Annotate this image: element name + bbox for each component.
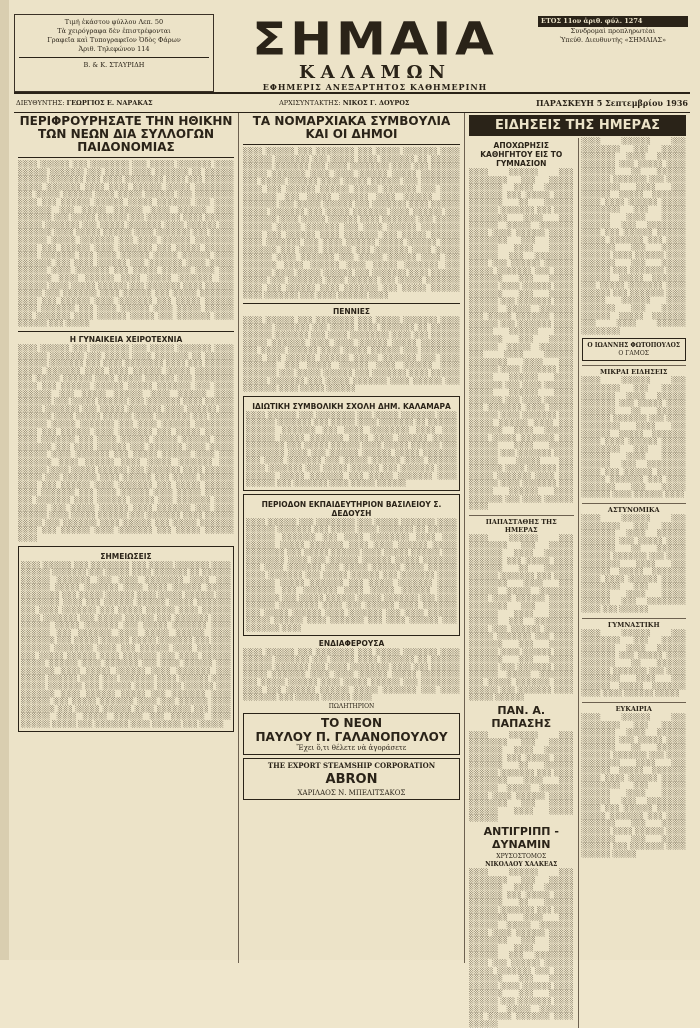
editor-name: ΝΙΚΟΣ Γ. ΔΟΥΡΟΣ [342, 99, 410, 107]
notes-box [18, 546, 234, 732]
police-head: ΑΣΤΥΝΟΜΙΚΑ [582, 503, 687, 514]
newspaper-subtitle: ΚΑΛΑΜΩΝ [299, 62, 451, 83]
col1-section-head: Η ΓΥΝΑΙΚΕΙΑ ΧΕΙΡΟΤΕΧΝΙΑ [69, 335, 183, 345]
masthead-center [214, 14, 536, 92]
columns [14, 113, 690, 1028]
news-intro-body: ░░░░ ░░░░░░ ░░░ ░░░░░░░░ ░░░ ░░░░░ ░░░░░░░ ░░░░ ░░░░░░ ░░░░░░░ ░░░ ░░░░░ ░░░░ ░░░░░░░ ░░ ░░░░░░ ░░░░░░ ░░░░░░░ ░░░ ░░░░ ░░░░░░░░ ░░░░ ░░░ ░░░░░░ ░░░░░ ░░░░░░░ ░░░░ ░░░░ ░░░░░░ ░░░░░ ░░░░░░░░ ░░░ ░░░░░ ░░░░░░ ░░░░ ░░░░░ ░░░░░░ ░░░ ░░░░░░░░ ░░░░ ░░░ ░░░░░░ ░░░░░░ ░░░░░ ░░░░░░░ ░░░ ░░░░ ░░░░░░░ ░░░ ░░░░░ ░░░░░░ ░░░░ ░░░░░░ ░░░░ ░░░░░░░ ░░░ ░░░░░ ░░░░░░ ░░░ ░░░░░░░ ░░░░ ░░░░░░ ░░░░░ ░░░░░░░ ░░░ ░░░░░ ░░░░░░░ ░░░░ ░░░░░░ ░░░ ░░░░░░░ ░░░░ ░░░░░ ░░░░░░ ░░░░ ░░░░░░░ ░░░ ░░░░░ ░░░░░░ ░░░░░ ░░░░░░░ ░░░ ░░░░ ░░░░░░ ░░░░░░░░ [581, 138, 686, 335]
agent-name: ΧΑΡΙΛΑΟΣ Ν. ΜΠΕΛΙΤΣΑΚΟΣ [297, 788, 406, 797]
short-news-head: ΜΙΚΡΑΙ ΕΙΔΗΣΕΙΣ [582, 365, 687, 376]
latest-head: ΠΑΠΑΣΤΑΘΗΣ ΤΗΣ ΗΜΕΡΑΣ [469, 515, 574, 534]
masthead-right-box [536, 14, 690, 92]
school-box [243, 396, 460, 491]
gym-body: ░░░░ ░░░░░░ ░░░ ░░░░░░░░ ░░░ ░░░░░ ░░░░░░░ ░░░░ ░░░░░░ ░░░░░░░ ░░░ ░░░░░ ░░░░ ░░░░░░░ ░░ ░░░░░░ ░░░░░░ ░░░░░░░ ░░░ ░░░░ ░░░░░░░░ ░░░░ ░░░ ░░░░░░ ░░░░░ ░░░░░░░ ░░░░ ░░░░ ░░░░░░ ░░░░░ ░░░░░░░░ ░░░ ░░░░░ ░░░░░░ ░░░░ ░░░░░ ░░░░░░ ░░░ ░░░░░░░░ ░░░░ ░░░ ░░░░░░ ░░░░░░ ░░░░░ ░░░░░░░ ░░░ ░░░░ ░░░░░░░ ░░░ ░░░░░ ░░░░░░ ░░░░ ░░░░░░ ░░░░ ░░░░░░░ ░░░ ░░░░░ ░░░░░░ ░░░ ░░░░░░░ ░░░░ ░░░░░░ ░░░░░ ░░░░░░░ ░░░ ░░░░░ ░░░░░░░ ░░░░ ░░░░░░ ░░░ ░░░░░░░ ░░░░ ░░░░░ ░░░░░░ ░░░░ ░░░░░░░ ░░░ ░░░░░ ░░░░░░ ░░░░░ ░░░░░░░ ░░░ ░░░░ ░░░░░░ ░░░░░░░░ ░░░░ ░░░ ░░░░░░ ░░░░ ░░░░░░░ ░░░ ░░░░░ ░░░░░░ ░░░░ ░░░░░░░ ░░░ ░░░░ ░░░░░░ ░░░░░ ░░░░░░ ░░░░ ░░░░░░░ ░░░ ░░░░ ░░░░░░ ░░░ ░░░░░░░ ░░░░ ░░░░░ ░░░░░░ ░░░░ ░░░░░░░ ░░░ ░░░░░ ░░░░░░ ░░░░ ░░░ ░░░░░░░ ░░░░ ░░░░░░ ░░░░ ░░░░░ ░░░░░░░ ░░░ ░░░░░░ ░░░░ ░░░░░ ░░░░░░ ░░░ ░░░░░░░ ░░░░ ░░░░░░ ░░░░░ ░░░ ░░░░░░░ ░░░░ ░░░░░░ ░░░ ░░░░░ ░░░░░░░ ░░░░ ░░░ ░░░░░░ ░░░░ ░░░░░░░ ░░░ ░░░░░ ░░░░░░ ░░░░ ░░░░░░░ ░░░ ░░░░ ░░░░░░ ░░░░ [469, 169, 574, 511]
col2-headline: ΤΑ ΝΟΜΑΡΧΙΑΚΑ ΣΥΜΒΟΥΛΙΑ ΚΑΙ ΟΙ ΔΗΜΟΙ [252, 114, 451, 141]
doctor-name: ΝΙΚΟΛΑΟΥ ΧΑΛΚΕΑΣ [485, 860, 558, 868]
shop-slogan: Ἔχει ὅ,τι θέλετε νὰ ἀγοράσετε [296, 743, 407, 752]
notice-line: Τὰ χειρόγραφα δὲν ἐπιστρέφονται [57, 27, 171, 35]
director-name: ΓΕΩΡΓΙΟΣ Ε. ΝΑΡΑΚΑΣ [66, 99, 153, 107]
shop-advert [243, 713, 460, 755]
responsible-line: Ὑπεύθ. Διευθυντὴς «ΣΗΜΑΙΑΣ» [559, 36, 667, 44]
info-bar [14, 94, 690, 113]
girls-school-head: ΠΕΡΙΟΔΟΝ ΕΚΠΑΙΔΕΥΤΗΡΙΟΝ ΒΑΣΙΛΕΙΟΥ Σ. ΔΕΔΟΥΣΗ [261, 499, 442, 518]
pennies-head: ΠΕΝΝΙΕΣ [333, 306, 370, 316]
opportunity-head: ΕΥΚΑΙΡΙΑ [582, 702, 687, 713]
col1-headline: ΠΕΡΙΦΡΟΥΡΗΣΑΤΕ ΤΗΝ ΗΘΙΚΗΝ ΤΩΝ ΝΕΩΝ ΔΙΑ ΣΥΛΛΟΓΩΝ ΠΑΙΔΟΝΟΜΙΑΣ [19, 114, 233, 154]
chrysos-name: ΧΡΥΣΟΣΤΟΜΟΣ [496, 852, 547, 860]
news-subcolumn-left [469, 138, 574, 1028]
school-body: ░░░░ ░░░░░░ ░░░ ░░░░░░░░ ░░░ ░░░░░ ░░░░░░░ ░░░░ ░░░░░░ ░░░░░░░ ░░░ ░░░░░ ░░░░ ░░░░░░░ ░░ ░░░░░░ ░░░░░░ ░░░░░░░ ░░░ ░░░░ ░░░░░░░░ ░░░░ ░░░ ░░░░░░ ░░░░░ ░░░░░░░ ░░░░ ░░░░ ░░░░░░ ░░░░░ ░░░░░░░░ ░░░ ░░░░░ ░░░░░░ ░░░░ ░░░░░ ░░░░░░ ░░░ ░░░░░░░░ ░░░░ ░░░ ░░░░░░ ░░░░░░ ░░░░░ ░░░░░░░ ░░░ ░░░░ ░░░░░░░ ░░░ ░░░░░ ░░░░░░ ░░░░ ░░░░░░ ░░░░ ░░░░░░░ ░░░ ░░░░░ ░░░░░░ ░░░ ░░░░░░░ ░░░░ ░░░░░░ ░░░░░ ░░░░░░░ ░░░ ░░░░░ ░░░░░░░ ░░░░ ░░░░░░ ░░░ ░░░░░░░ ░░░░ ░░░░░ ░░░░░░ [246, 411, 457, 488]
wedding-box [582, 338, 687, 361]
col2-article-body: ░░░░ ░░░░░░ ░░░ ░░░░░░░░ ░░░ ░░░░░ ░░░░░░░ ░░░░ ░░░░░░ ░░░░░░░ ░░░ ░░░░░ ░░░░ ░░░░░░░ ░░ ░░░░░░ ░░░░░░ ░░░░░░░ ░░░ ░░░░ ░░░░░░░░ ░░░░ ░░░ ░░░░░░ ░░░░░ ░░░░░░░ ░░░░ ░░░░ ░░░░░░ ░░░░░ ░░░░░░░░ ░░░ ░░░░░ ░░░░░░ ░░░░ ░░░░░ ░░░░░░ ░░░ ░░░░░░░░ ░░░░ ░░░ ░░░░░░ ░░░░░░ ░░░░░ ░░░░░░░ ░░░ ░░░░ ░░░░░░░ ░░░ ░░░░░ ░░░░░░ ░░░░ ░░░░░░ ░░░░ ░░░░░░░ ░░░ ░░░░░ ░░░░░░ ░░░ ░░░░░░░ ░░░░ ░░░░░░ ░░░░░ ░░░░░░░ ░░░ ░░░░░ ░░░░░░░ ░░░░ ░░░░░░ ░░░ ░░░░░░░ ░░░░ ░░░░░ ░░░░░░ ░░░░ ░░░░░░░ ░░░ ░░░░░ ░░░░░░ ░░░░░ ░░░░░░░ ░░░ ░░░░ ░░░░░░ ░░░░░░░░ ░░░░ ░░░ ░░░░░░ ░░░░ ░░░░░░░ ░░░ ░░░░░ ░░░░░░ ░░░░ ░░░░░░░ ░░░ ░░░░ ░░░░░░ ░░░░░ ░░░░░░ ░░░░ ░░░░░░░ ░░░ ░░░░ ░░░░░░ ░░░ ░░░░░░░ ░░░░ ░░░░░ ░░░░░░ ░░░░ ░░░░░░░ ░░░ ░░░░░ ░░░░░░ ░░░░ ░░░ ░░░░░░░ ░░░░ ░░░░░░ ░░░░ ░░░░░ ░░░░░░░ ░░░ ░░░░░░ ░░░░ ░░░░░ ░░░░░░ ░░░ ░░░░░░░ ░░░░ ░░░░░░ ░░░░░ ░░░ ░░░░░░░ ░░░░ ░░░░░░ ░░░ ░░░░░ ░░░░░░░ ░░░░ ░░░ ░░░░░░ ░░░░ ░░░░░░░ ░░░ ░░░░░ ░░░░░░ ░░░░ ░░░░░░░ ░░░ ░░░░ ░░░░░░ ░░░░ [243, 148, 460, 300]
latest-body: ░░░░ ░░░░░░ ░░░ ░░░░░░░░ ░░░ ░░░░░ ░░░░░░░ ░░░░ ░░░░░░ ░░░░░░░ ░░░ ░░░░░ ░░░░ ░░░░░░░ ░░ ░░░░░░ ░░░░░░ ░░░░░░░ ░░░ ░░░░ ░░░░░░░░ ░░░░ ░░░ ░░░░░░ ░░░░░ ░░░░░░░ ░░░░ ░░░░ ░░░░░░ ░░░░░ ░░░░░░░░ ░░░ ░░░░░ ░░░░░░ ░░░░ ░░░░░ ░░░░░░ ░░░ ░░░░░░░░ ░░░░ ░░░ ░░░░░░ ░░░░░░ ░░░░░ ░░░░░░░ ░░░ ░░░░ ░░░░░░░ ░░░ ░░░░░ ░░░░░░ ░░░░ ░░░░░░ ░░░░ ░░░░░░░ ░░░ ░░░░░ ░░░░░░ ░░░ ░░░░░░░ ░░░░ ░░░░░░ ░░░░░ ░░░░░░░ ░░░ ░░░░░ ░░░░░░░ ░░░░ ░░░░░░ ░░░ ░░░░░░░ ░░░░ ░░░░░ ░░░░░░ [469, 534, 574, 702]
steamship-advert [243, 758, 460, 800]
owner-line: Β. & Κ. ΣΤΑΥΡΙΔΗ [83, 61, 145, 69]
subscription-line: Συνδρομαὶ προπληρωτέαι [570, 27, 656, 35]
abron-ship: ABRON [325, 771, 378, 787]
office-line: Γραφεῖα καὶ Τυπογραφεῖον Ὁδὸς Φάρων [47, 36, 181, 44]
interest-head: ΕΝΔΙΑΦΕΡΟΥΣΑ [318, 638, 385, 648]
steamship-title: THE EXPORT STEAMSHIP CORPORATION [267, 760, 436, 770]
phone-line: Ἀριθ. Τηλεφώνου 114 [78, 45, 150, 53]
issue-year: ΕΤΟΣ 11ον ἀριθ. φύλ. 1274 [538, 16, 688, 27]
interest-body: ░░░░ ░░░░░░ ░░░ ░░░░░░░░ ░░░ ░░░░░ ░░░░░░░ ░░░░ ░░░░░░ ░░░░░░░ ░░░ ░░░░░ ░░░░ ░░░░░░░ ░░ ░░░░░░ ░░░░░░ ░░░░░░░ ░░░ ░░░░ ░░░░░░░░ ░░░░ ░░░ ░░░░░░ ░░░░░ ░░░░░░░ ░░░░ ░░░░ ░░░░░░ ░░░░░ ░░░░░░░░ ░░░ ░░░░░ ░░░░░░ ░░░░ ░░░░░ ░░░░░░ ░░░ ░░░░░░░░ ░░░░ ░░░ ░░░░░░ ░░░░░░ ░░░░░ ░░░░░░░ ░░░ ░░░░ ░░░░░░░ ░░░ ░░░░░ ░░░░░░ ░░░░ [243, 648, 460, 702]
column-middle [239, 113, 465, 963]
news-subcolumn-right [578, 138, 687, 1028]
column-right [465, 113, 690, 1028]
news-banner: ΕΙΔΗΣΕΙΣ ΤΗΣ ΗΜΕΡΑΣ [469, 115, 686, 136]
gym-head: ΑΠΟΧΩΡΗΣΙΣ ΚΑΘΗΓΗΤΟΥ ΕΙΣ ΤΟ ΓΥΜΝΑΣΙΟΝ [480, 141, 563, 168]
editor-label: ΑΡΧΙΣΥΝΤΑΚΤΗΣ [279, 99, 339, 107]
gymnastics-head: ΓΥΜΝΑΣΤΙΚΗ [582, 618, 687, 629]
editor-block: ΑΡΧΙΣΥΝΤΑΚΤΗΣ: ΝΙΚΟΣ Γ. ΔΟΥΡΟΣ [279, 99, 410, 107]
price-line: Τιμή ἑκάστου φύλλου Λεπ. 50 [64, 18, 164, 26]
shop-advert-title: ΤΟ ΝΕΟΝ [320, 715, 383, 730]
opportunity-body: ░░░░ ░░░░░░ ░░░ ░░░░░░░░ ░░░ ░░░░░ ░░░░░░░ ░░░░ ░░░░░░ ░░░░░░░ ░░░ ░░░░░ ░░░░ ░░░░░░░ ░░ ░░░░░░ ░░░░░░ ░░░░░░░ ░░░ ░░░░ ░░░░░░░░ ░░░░ ░░░ ░░░░░░ ░░░░░ ░░░░░░░ ░░░░ ░░░░ ░░░░░░ ░░░░░ ░░░░░░░░ ░░░ ░░░░░ ░░░░░░ ░░░░ ░░░░░ ░░░░░░ ░░░ ░░░░░░░░ ░░░░ ░░░ ░░░░░░ ░░░░░░ ░░░░░ ░░░░░░░ ░░░ ░░░░ ░░░░░░░ ░░░ ░░░░░ ░░░░░░ ░░░░ ░░░░░░ ░░░░ ░░░░░░░ ░░░ ░░░░░ ░░░░░░ ░░░ ░░░░░░░ ░░░░ ░░░░░░ ░░░░░ [581, 714, 686, 858]
doctor-body: ░░░░ ░░░░░░ ░░░ ░░░░░░░░ ░░░ ░░░░░ ░░░░░░░ ░░░░ ░░░░░░ ░░░░░░░ ░░░ ░░░░░ ░░░░ ░░░░░░░ ░░ ░░░░░░ ░░░░░░ ░░░░░░░ ░░░ ░░░░ ░░░░░░░░ ░░░░ ░░░ ░░░░░░ ░░░░░ ░░░░░░░ ░░░░ ░░░░ ░░░░░░ ░░░░░ ░░░░░░░░ ░░░ ░░░░░ ░░░░░░ ░░░░ ░░░░░ ░░░░░░ ░░░ ░░░░░░░░ ░░░░ ░░░ ░░░░░░ ░░░░░░ ░░░░░ ░░░░░░░ ░░░ ░░░░ ░░░░░░░ ░░░ ░░░░░ ░░░░░░ ░░░░ ░░░░░░ ░░░░ ░░░░░░░ ░░░ ░░░░░ ░░░░░░ ░░░ ░░░░░░░ ░░░░ ░░░░░░ ░░░░░ ░░░░░░░ ░░░ ░░░░░ ░░░░░░░ ░░░░ ░░░░░░ [469, 868, 574, 1028]
girls-school-box [243, 494, 460, 636]
masthead [14, 14, 690, 94]
notes-head: ΣΗΜΕΙΩΣΕΙΣ [100, 551, 152, 561]
short-news-body: ░░░░ ░░░░░░ ░░░ ░░░░░░░░ ░░░ ░░░░░ ░░░░░░░ ░░░░ ░░░░░░ ░░░░░░░ ░░░ ░░░░░ ░░░░ ░░░░░░░ ░░ ░░░░░░ ░░░░░░ ░░░░░░░ ░░░ ░░░░ ░░░░░░░░ ░░░░ ░░░ ░░░░░░ ░░░░░ ░░░░░░░ ░░░░ ░░░░ ░░░░░░ ░░░░░ ░░░░░░░░ ░░░ ░░░░░ ░░░░░░ ░░░░ ░░░░░ ░░░░░░ ░░░ ░░░░░░░░ ░░░░ ░░░ ░░░░░░ ░░░░░░ ░░░░░ ░░░░░░░ ░░░ ░░░░ ░░░░░░░ ░░░ ░░░░░ ░░░░░░ ░░░░ ░░░░░░ ░░░░ [581, 377, 686, 499]
antigripp-advert: ΑΝΤΙΓΡΙΠΠ - ΔΥΝΑΜΙΝ [483, 824, 559, 851]
sales-label: ΠΩΛΗΤΗΡΙΟΝ [328, 702, 375, 710]
papasis-advert: ΠΑΝ. Α. ΠΑΠΑΣΗΣ [491, 703, 552, 730]
issue-date: ΠΑΡΑΣΚΕΥΗ 5 Σεπτεμβρίου 1936 [535, 98, 688, 108]
school-head: ΙΔΙΩΤΙΚΗ ΣΥΜΒΟΛΙΚΗ ΣΧΟΛΗ ΔΗΜ. ΚΑΛΑΜΑΡΑ [252, 401, 451, 411]
police-body: ░░░░ ░░░░░░ ░░░ ░░░░░░░░ ░░░ ░░░░░ ░░░░░░░ ░░░░ ░░░░░░ ░░░░░░░ ░░░ ░░░░░ ░░░░ ░░░░░░░ ░░ ░░░░░░ ░░░░░░ ░░░░░░░ ░░░ ░░░░ ░░░░░░░░ ░░░░ ░░░ ░░░░░░ ░░░░░ ░░░░░░░ ░░░░ ░░░░ ░░░░░░ ░░░░░ ░░░░░░░░ ░░░ ░░░░░ ░░░░░░ ░░░░ ░░░░░ ░░░░░░ ░░░ ░░░░░░░░ ░░░░ ░░░ ░░░░░░ [581, 514, 686, 614]
newspaper-tagline: ΕΦΗΜΕΡΙΣ ΑΝΕΞΑΡΤΗΤΟΣ ΚΑΘΗΜΕΡΙΝΗ [262, 82, 488, 92]
col1-article-body: ░░░░ ░░░░░░ ░░░ ░░░░░░░░ ░░░ ░░░░░ ░░░░░░░ ░░░░ ░░░░░░ ░░░░░░░ ░░░ ░░░░░ ░░░░ ░░░░░░░ ░░ ░░░░░░ ░░░░░░ ░░░░░░░ ░░░ ░░░░ ░░░░░░░░ ░░░░ ░░░ ░░░░░░ ░░░░░ ░░░░░░░ ░░░░ ░░░░ ░░░░░░ ░░░░░ ░░░░░░░░ ░░░ ░░░░░ ░░░░░░ ░░░░ ░░░░░ ░░░░░░ ░░░ ░░░░░░░░ ░░░░ ░░░ ░░░░░░ ░░░░░░ ░░░░░ ░░░░░░░ ░░░ ░░░░ ░░░░░░░ ░░░ ░░░░░ ░░░░░░ ░░░░ ░░░░░░ ░░░░ ░░░░░░░ ░░░ ░░░░░ ░░░░░░ ░░░ ░░░░░░░ ░░░░ ░░░░░░ ░░░░░ ░░░░░░░ ░░░ ░░░░░ ░░░░░░░ ░░░░ ░░░░░░ ░░░ ░░░░░░░ ░░░░ ░░░░░ ░░░░░░ ░░░░ ░░░░░░░ ░░░ ░░░░░ ░░░░░░ ░░░░░ ░░░░░░░ ░░░ ░░░░ ░░░░░░ ░░░░░░░░ ░░░░ ░░░ ░░░░░░ ░░░░ ░░░░░░░ ░░░ ░░░░░ ░░░░░░ ░░░░ ░░░░░░░ ░░░ ░░░░ ░░░░░░ ░░░░░ ░░░░░░ ░░░░ ░░░░░░░ ░░░ ░░░░ ░░░░░░ ░░░ ░░░░░░░ ░░░░ ░░░░░ ░░░░░░ ░░░░ ░░░░░░░ ░░░ ░░░░░ ░░░░░░ ░░░░ ░░░ ░░░░░░░ ░░░░ ░░░░░░ ░░░░ ░░░░░ ░░░░░░░ ░░░ ░░░░░░ ░░░░ ░░░░░ ░░░░░░ ░░░ ░░░░░░░ ░░░░ ░░░░░░ ░░░░░ ░░░ ░░░░░░░ ░░░░ ░░░░░░ ░░░ ░░░░░ ░░░░░░░ ░░░░ ░░░ ░░░░░░ ░░░░ ░░░░░░░ ░░░ ░░░░░ ░░░░░░ ░░░░ ░░░░░░░ ░░░ ░░░░ ░░░░░░ ░░░░ ░░░░░ ░░░░░░ ░░░ ░░░░░░░ ░░░░ ░░░░░░ ░░░░░ ░░░ ░░░░░░░ ░░░░ ░░░░░░ ░░░ ░░░░░ [18, 161, 234, 328]
wedding-name: Ο ΙΩΑΝΝΗΣ ΦΩΤΟΠΟΥΛΟΣ [587, 342, 681, 350]
marriage-label: Ο ΓΑΜΟΣ [618, 350, 650, 358]
col1-section-body: ░░░░ ░░░░░░ ░░░ ░░░░░░░░ ░░░ ░░░░░ ░░░░░░░ ░░░░ ░░░░░░ ░░░░░░░ ░░░ ░░░░░ ░░░░ ░░░░░░░ ░░ ░░░░░░ ░░░░░░ ░░░░░░░ ░░░ ░░░░ ░░░░░░░░ ░░░░ ░░░ ░░░░░░ ░░░░░ ░░░░░░░ ░░░░ ░░░░ ░░░░░░ ░░░░░ ░░░░░░░░ ░░░ ░░░░░ ░░░░░░ ░░░░ ░░░░░ ░░░░░░ ░░░ ░░░░░░░░ ░░░░ ░░░ ░░░░░░ ░░░░░░ ░░░░░ ░░░░░░░ ░░░ ░░░░ ░░░░░░░ ░░░ ░░░░░ ░░░░░░ ░░░░ ░░░░░░ ░░░░ ░░░░░░░ ░░░ ░░░░░ ░░░░░░ ░░░ ░░░░░░░ ░░░░ ░░░░░░ ░░░░░ ░░░░░░░ ░░░ ░░░░░ ░░░░░░░ ░░░░ ░░░░░░ ░░░ ░░░░░░░ ░░░░ ░░░░░ ░░░░░░ ░░░░ ░░░░░░░ ░░░ ░░░░░ ░░░░░░ ░░░░░ ░░░░░░░ ░░░ ░░░░ ░░░░░░ ░░░░░░░░ ░░░░ ░░░ ░░░░░░ ░░░░ ░░░░░░░ ░░░ ░░░░░ ░░░░░░ ░░░░ ░░░░░░░ ░░░ ░░░░ ░░░░░░ ░░░░░ ░░░░░░ ░░░░ ░░░░░░░ ░░░ ░░░░ ░░░░░░ ░░░ ░░░░░░░ ░░░░ ░░░░░ ░░░░░░ ░░░░ ░░░░░░░ ░░░ ░░░░░ ░░░░░░ ░░░░ ░░░ ░░░░░░░ ░░░░ ░░░░░░ ░░░░ ░░░░░ ░░░░░░░ ░░░ ░░░░░░ ░░░░ ░░░░░ ░░░░░░ ░░░ ░░░░░░░ ░░░░ ░░░░░░ ░░░░░ ░░░ ░░░░░░░ ░░░░ ░░░░░░ ░░░ ░░░░░ ░░░░░░░ ░░░░ ░░░ ░░░░░░ ░░░░ ░░░░░░░ ░░░ ░░░░░ ░░░░░░ ░░░░ ░░░░░░░ ░░░ ░░░░ ░░░░░░ ░░░░ ░░░░░ ░░░░░░ ░░░ ░░░░░░░ ░░░░ ░░░░░░ ░░░░░ ░░░ ░░░░░░░ ░░░░ ░░░░░░ ░░░ ░░░░░ ░░░░░░ ░░░░ ░░░░░░░ ░░░ ░░░░ ░░░░░░ ░░░░ ░░░░░ ░░░░░░ ░░░ ░░░░░░░ ░░░░ ░░░░░░ ░░░░░ ░░░ ░░░░░░░ ░░░░ ░░░░░░ ░░░ ░░░░░ ░░░░░░░ ░░░░ ░░░ ░░░░░░ ░░░░ ░░░░░░░ ░░░ ░░░░░ ░░░░░░ ░░░░ [18, 345, 234, 542]
masthead-left-box [14, 14, 214, 92]
notes-body: ░░░░ ░░░░░░ ░░░ ░░░░░░░░ ░░░ ░░░░░ ░░░░░░░ ░░░░ ░░░░░░ ░░░░░░░ ░░░ ░░░░░ ░░░░ ░░░░░░░ ░░ ░░░░░░ ░░░░░░ ░░░░░░░ ░░░ ░░░░ ░░░░░░░░ ░░░░ ░░░ ░░░░░░ ░░░░░ ░░░░░░░ ░░░░ ░░░░ ░░░░░░ ░░░░░ ░░░░░░░░ ░░░ ░░░░░ ░░░░░░ ░░░░ ░░░░░ ░░░░░░ ░░░ ░░░░░░░░ ░░░░ ░░░ ░░░░░░ ░░░░░░ ░░░░░ ░░░░░░░ ░░░ ░░░░ ░░░░░░░ ░░░ ░░░░░ ░░░░░░ ░░░░ ░░░░░░ ░░░░ ░░░░░░░ ░░░ ░░░░░ ░░░░░░ ░░░ ░░░░░░░ ░░░░ ░░░░░░ ░░░░░ ░░░░░░░ ░░░ ░░░░░ ░░░░░░░ ░░░░ ░░░░░░ ░░░ ░░░░░░░ ░░░░ ░░░░░ ░░░░░░ ░░░░ ░░░░░░░ ░░░ ░░░░░ ░░░░░░ ░░░░░ ░░░░░░░ ░░░ ░░░░ ░░░░░░ ░░░░░░░░ ░░░░ ░░░ ░░░░░░ ░░░░ ░░░░░░░ ░░░ ░░░░░ ░░░░░░ ░░░░ ░░░░░░░ ░░░ ░░░░ ░░░░░░ ░░░░░ ░░░░░░ ░░░░ ░░░░░░░ ░░░ ░░░░ ░░░░░░ ░░░ ░░░░░░░ ░░░░ ░░░░░ ░░░░░░ ░░░░ ░░░░░░░ ░░░ ░░░░░ ░░░░░░ ░░░░ ░░░ ░░░░░░░ ░░░░ ░░░░░░ ░░░░ ░░░░░ ░░░░░░░ ░░░ ░░░░░░ ░░░░ ░░░░░ ░░░░░░ ░░░ ░░░░░░░ ░░░░ ░░░░░░ ░░░░░ ░░░ ░░░░░░░ ░░░░ ░░░░░░ ░░░ ░░░░░ ░░░░░░░ ░░░░ ░░░ ░░░░░░ ░░░░ ░░░░░░░ ░░░ ░░░░░ ░░░░░░ ░░░░ ░░░░░░░ ░░░ ░░░░ ░░░░░░ ░░░░ ░░░░░ ░░░░░░ ░░░ ░░░░░░░ ░░░░ ░░░░░░ ░░░░░ ░░░ ░░░░░░░ ░░░░ ░░░░░░ ░░░ ░░░░░ [21, 561, 231, 728]
director-block: ΔΙΕΥΘΥΝΤΗΣ: ΓΕΩΡΓΙΟΣ Ε. ΝΑΡΑΚΑΣ [16, 99, 153, 107]
column-left [14, 113, 239, 963]
shop-owner: ΠΑΥΛΟΥ Π. ΓΑΛΑΝΟΠΟΥΛΟΥ [255, 729, 448, 744]
pennies-body: ░░░░ ░░░░░░ ░░░ ░░░░░░░░ ░░░ ░░░░░ ░░░░░░░ ░░░░ ░░░░░░ ░░░░░░░ ░░░ ░░░░░ ░░░░ ░░░░░░░ ░░ ░░░░░░ ░░░░░░ ░░░░░░░ ░░░ ░░░░ ░░░░░░░░ ░░░░ ░░░ ░░░░░░ ░░░░░ ░░░░░░░ ░░░░ ░░░░ ░░░░░░ ░░░░░ ░░░░░░░░ ░░░ ░░░░░ ░░░░░░ ░░░░ ░░░░░ ░░░░░░ ░░░ ░░░░░░░░ ░░░░ ░░░ ░░░░░░ ░░░░░░ ░░░░░ ░░░░░░░ ░░░ ░░░░ ░░░░░░░ ░░░ ░░░░░ ░░░░░░ ░░░░ ░░░░░░ ░░░░ ░░░░░░░ ░░░ ░░░░░ ░░░░░░ ░░░ ░░░░░░░ ░░░░ ░░░░░░ ░░░░░ ░░░░░░░ ░░░ ░░░░░ ░░░░░░░ ░░░░ ░░░░░░ ░░░ ░░░░░░░ ░░░░ ░░░░░ ░░░░░░ [243, 316, 460, 393]
news-subcolumns [469, 138, 686, 1028]
newspaper-title: ΣΗΜΑΙΑ [252, 12, 498, 66]
director-label: ΔΙΕΥΘΥΝΤΗΣ [16, 99, 63, 107]
girls-school-body: ░░░░ ░░░░░░ ░░░ ░░░░░░░░ ░░░ ░░░░░ ░░░░░░░ ░░░░ ░░░░░░ ░░░░░░░ ░░░ ░░░░░ ░░░░ ░░░░░░░ ░░ ░░░░░░ ░░░░░░ ░░░░░░░ ░░░ ░░░░ ░░░░░░░░ ░░░░ ░░░ ░░░░░░ ░░░░░ ░░░░░░░ ░░░░ ░░░░ ░░░░░░ ░░░░░ ░░░░░░░░ ░░░ ░░░░░ ░░░░░░ ░░░░ ░░░░░ ░░░░░░ ░░░ ░░░░░░░░ ░░░░ ░░░ ░░░░░░ ░░░░░░ ░░░░░ ░░░░░░░ ░░░ ░░░░ ░░░░░░░ ░░░ ░░░░░ ░░░░░░ ░░░░ ░░░░░░ ░░░░ ░░░░░░░ ░░░ ░░░░░ ░░░░░░ ░░░ ░░░░░░░ ░░░░ ░░░░░░ ░░░░░ ░░░░░░░ ░░░ ░░░░░ ░░░░░░░ ░░░░ ░░░░░░ ░░░ ░░░░░░░ ░░░░ ░░░░░ ░░░░░░ ░░░░ ░░░░░░░ ░░░ ░░░░░ ░░░░░░ ░░░░░ ░░░░░░░ ░░░ ░░░░ ░░░░░░ ░░░░░░░░ ░░░░ ░░░ ░░░░░░ ░░░░ ░░░░░░░ ░░░ ░░░░░ ░░░░░░ ░░░░ ░░░░░░░ ░░░ ░░░░ ░░░░░░ ░░░░░ ░░░░░░ ░░░░ ░░░░░░░ ░░░ ░░░░ ░░░░░░ ░░░ ░░░░░░░ ░░░░ [246, 518, 457, 633]
papasis-body: ░░░░ ░░░░░░ ░░░ ░░░░░░░░ ░░░ ░░░░░ ░░░░░░░ ░░░░ ░░░░░░ ░░░░░░░ ░░░ ░░░░░ ░░░░ ░░░░░░░ ░░ ░░░░░░ ░░░░░░ ░░░░░░░ ░░░ ░░░░ ░░░░░░░░ ░░░░ ░░░ ░░░░░░ ░░░░░ ░░░░░░░ ░░░░ ░░░░ ░░░░░░ ░░░░░ ░░░░░░░░ ░░░ ░░░░░ ░░░░░░ ░░░░ ░░░░░ ░░░░░░ [469, 731, 574, 823]
gymnastics-body: ░░░░ ░░░░░░ ░░░ ░░░░░░░░ ░░░ ░░░░░ ░░░░░░░ ░░░░ ░░░░░░ ░░░░░░░ ░░░ ░░░░░ ░░░░ ░░░░░░░ ░░ ░░░░░░ ░░░░░░ ░░░░░░░ ░░░ ░░░░ ░░░░░░░░ ░░░░ ░░░ ░░░░░░ ░░░░░ ░░░░░░░ ░░░░ ░░░░ ░░░░░░ ░░░░░ [581, 629, 686, 698]
